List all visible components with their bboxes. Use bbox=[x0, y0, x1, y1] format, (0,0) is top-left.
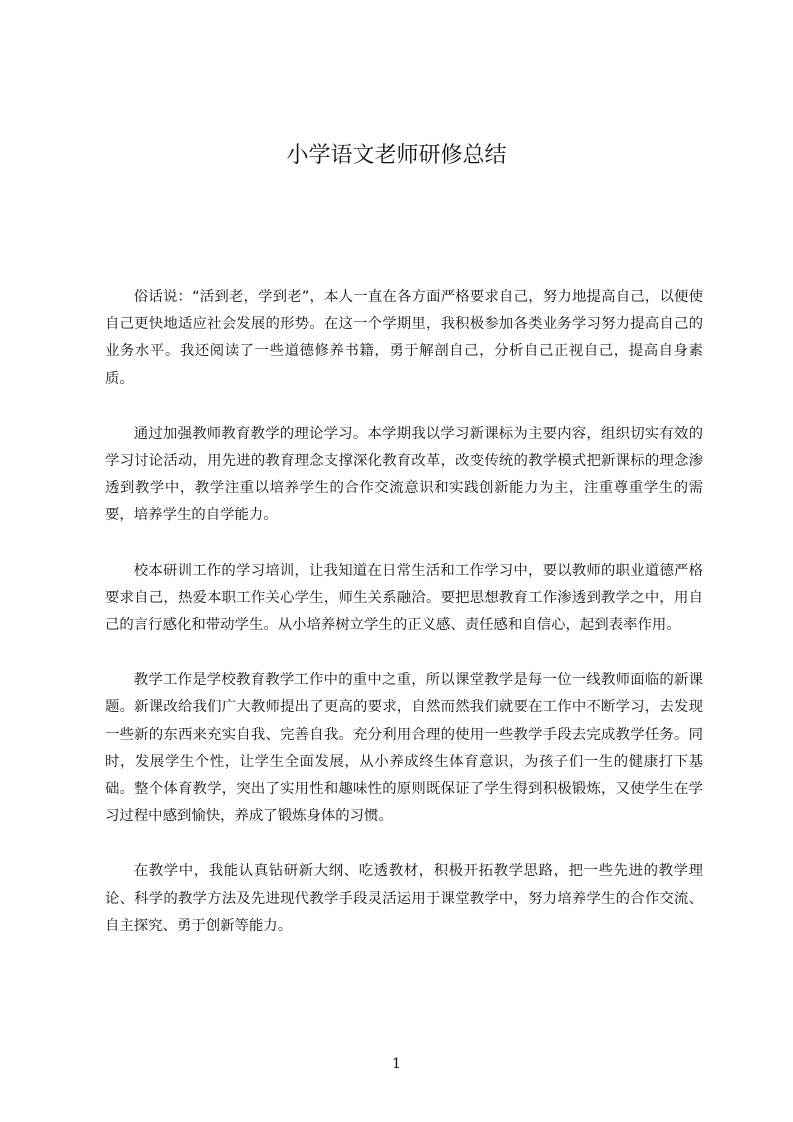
document-body bbox=[105, 284, 703, 968]
paragraph-4: 教学工作是学校教育教学工作中的重中之重，所以课堂教学是每一位一线教师面临的新课题。新课改给我们广大教师提出了更高的要求，自然而然我们就要在工作中不断学习，去发现一些新的东西来充实自我、完善自我。充分利用合理的使用一些教学手段去完成教学任务。同时，发展学生个性，让学生全面发展，从小养成终生体育意识，为孩子们一生的健康打下基础。整个体育教学，突出了实用性和趣味性的原则既保证了学生得到积极锻炼，又使学生在学习过程中感到愉快，养成了锻炼身体的习惯。 bbox=[105, 672, 703, 825]
document-title: 小学语文老师研修总结 bbox=[286, 143, 507, 168]
paragraph-5: 在教学中，我能认真钻研新大纲、吃透教材，积极开拓教学思路，把一些先进的教学理论、科学的教学方法及先进现代教学手段灵活运用于课堂教学中，努力培养学生的合作交流、自主探究、勇于创新等能力。 bbox=[105, 863, 703, 934]
page-number: 1 bbox=[392, 1056, 401, 1072]
paragraph-3: 校本研训工作的学习培训，让我知道在日常生活和工作学习中，要以教师的职业道德严格要求自己，热爱本职工作关心学生，师生关系融洽。要把思想教育工作渗透到教学之中，用自己的言行感化和带动学生。从小培养树立学生的正义感、责任感和自信心，起到表率作用。 bbox=[105, 562, 703, 634]
paragraph-2: 通过加强教师教育教学的理论学习。本学期我以学习新课标为主要内容，组织切实有效的学习讨论活动，用先进的教育理念支撑深化教育改革，改变传统的教学模式把新课标的理念渗透到教学中，教学注重以培养学生的合作交流意识和实践创新能力为主，注重尊重学生的需要，培养学生的自学能力。 bbox=[105, 425, 703, 524]
paragraph-1: 俗话说：“活到老，学到老”，本人一直在各方面严格要求自己，努力地提高自己，以便使自己更快地适应社会发展的形势。在这一个学期里，我积极参加各类业务学习努力提高自己的业务水平。我还阅读了一些道德修养书籍，勇于解剖自己，分析自己正视自己，提高自身素质。 bbox=[105, 289, 703, 387]
